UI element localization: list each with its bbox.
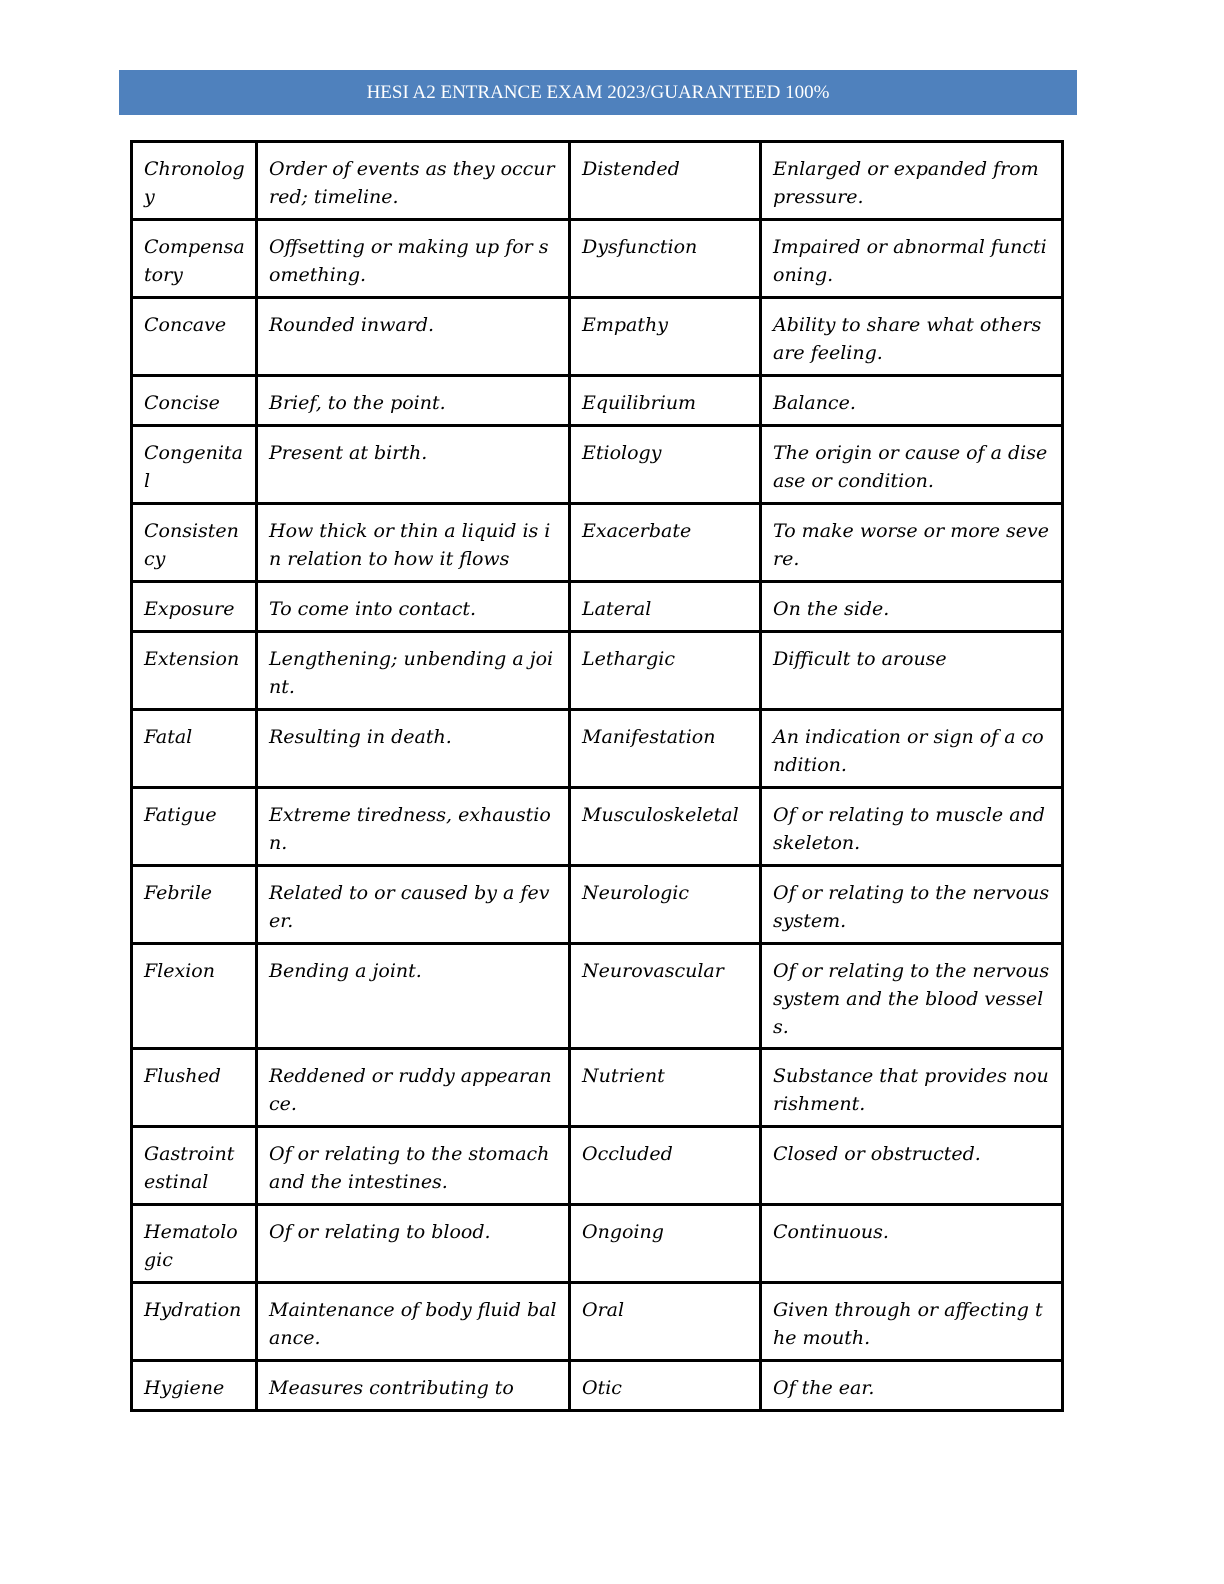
table-row [132,866,1063,944]
term-cell: Concise [132,376,257,426]
term-cell: Manifestation [570,710,761,788]
definition-cell: Difficult to arouse [761,632,1063,710]
definition-cell: The origin or cause of a disease or condition. [761,426,1063,504]
table-row [132,944,1063,1049]
table-row [132,582,1063,632]
term-cell: Fatal [132,710,257,788]
definition-cell: Given through or affecting the mouth. [761,1283,1063,1361]
term-cell: Ongoing [570,1205,761,1283]
term-cell: Etiology [570,426,761,504]
term-cell: Chronology [132,142,257,220]
term-cell: Distended [570,142,761,220]
term-cell: Congenital [132,426,257,504]
vocabulary-table [130,140,1064,1412]
definition-cell: How thick or thin a liquid is in relation to how it flows [257,504,570,582]
term-cell: Fatigue [132,788,257,866]
definition-cell: Brief, to the point. [257,376,570,426]
table-row [132,298,1063,376]
definition-cell: Lengthening; unbending a joint. [257,632,570,710]
term-cell: Neurovascular [570,944,761,1049]
table-row [132,632,1063,710]
definition-cell: Of or relating to blood. [257,1205,570,1283]
term-cell: Flexion [132,944,257,1049]
definition-cell: Offsetting or making up for something. [257,220,570,298]
definition-cell: Measures contributing to [257,1361,570,1411]
term-cell: Flushed [132,1049,257,1127]
term-cell: Concave [132,298,257,376]
definition-cell: Continuous. [761,1205,1063,1283]
term-cell: Exposure [132,582,257,632]
definition-cell: To come into contact. [257,582,570,632]
definition-cell: To make worse or more severe. [761,504,1063,582]
definition-cell: Bending a joint. [257,944,570,1049]
definition-cell: Extreme tiredness, exhaustion. [257,788,570,866]
table-row [132,710,1063,788]
table-row [132,788,1063,866]
term-cell: Lateral [570,582,761,632]
table-row [132,1127,1063,1205]
term-cell: Compensatory [132,220,257,298]
definition-cell: Reddened or ruddy appearance. [257,1049,570,1127]
term-cell: Musculoskeletal [570,788,761,866]
term-cell: Lethargic [570,632,761,710]
term-cell: Dysfunction [570,220,761,298]
term-cell: Hygiene [132,1361,257,1411]
definition-cell: Of or relating to the stomach and the intestines. [257,1127,570,1205]
definition-cell: Impaired or abnormal functioning. [761,220,1063,298]
page-header-banner [119,70,1077,115]
term-cell: Hematologic [132,1205,257,1283]
definition-cell: Balance. [761,376,1063,426]
definition-cell: Of or relating to the nervous system. [761,866,1063,944]
definition-cell: Ability to share what others are feeling. [761,298,1063,376]
definition-cell: Of the ear. [761,1361,1063,1411]
term-cell: Exacerbate [570,504,761,582]
table-row [132,426,1063,504]
term-cell: Hydration [132,1283,257,1361]
table-row [132,1049,1063,1127]
table-row [132,142,1063,220]
definition-cell: Resulting in death. [257,710,570,788]
definition-cell: Maintenance of body fluid balance. [257,1283,570,1361]
table-row [132,376,1063,426]
definition-cell: Order of events as they occurred; timeline. [257,142,570,220]
term-cell: Neurologic [570,866,761,944]
term-cell: Gastrointestinal [132,1127,257,1205]
term-cell: Nutrient [570,1049,761,1127]
term-cell: Febrile [132,866,257,944]
definition-cell: Of or relating to muscle and skeleton. [761,788,1063,866]
definition-cell: Of or relating to the nervous system and the blood vessels. [761,944,1063,1049]
table-row [132,1283,1063,1361]
term-cell: Occluded [570,1127,761,1205]
definition-cell: Closed or obstructed. [761,1127,1063,1205]
table-row [132,504,1063,582]
term-cell: Oral [570,1283,761,1361]
term-cell: Otic [570,1361,761,1411]
definition-cell: Present at birth. [257,426,570,504]
definition-cell: On the side. [761,582,1063,632]
page-title: HESI A2 ENTRANCE EXAM 2023/GUARANTEED 100% [366,81,830,103]
definition-cell: Rounded inward. [257,298,570,376]
table-row [132,1205,1063,1283]
definition-cell: Enlarged or expanded from pressure. [761,142,1063,220]
definition-cell: An indication or sign of a condition. [761,710,1063,788]
term-cell: Consistency [132,504,257,582]
definition-cell: Related to or caused by a fever. [257,866,570,944]
term-cell: Empathy [570,298,761,376]
table-row [132,1361,1063,1411]
term-cell: Extension [132,632,257,710]
definition-cell: Substance that provides nourishment. [761,1049,1063,1127]
term-cell: Equilibrium [570,376,761,426]
table-row [132,220,1063,298]
